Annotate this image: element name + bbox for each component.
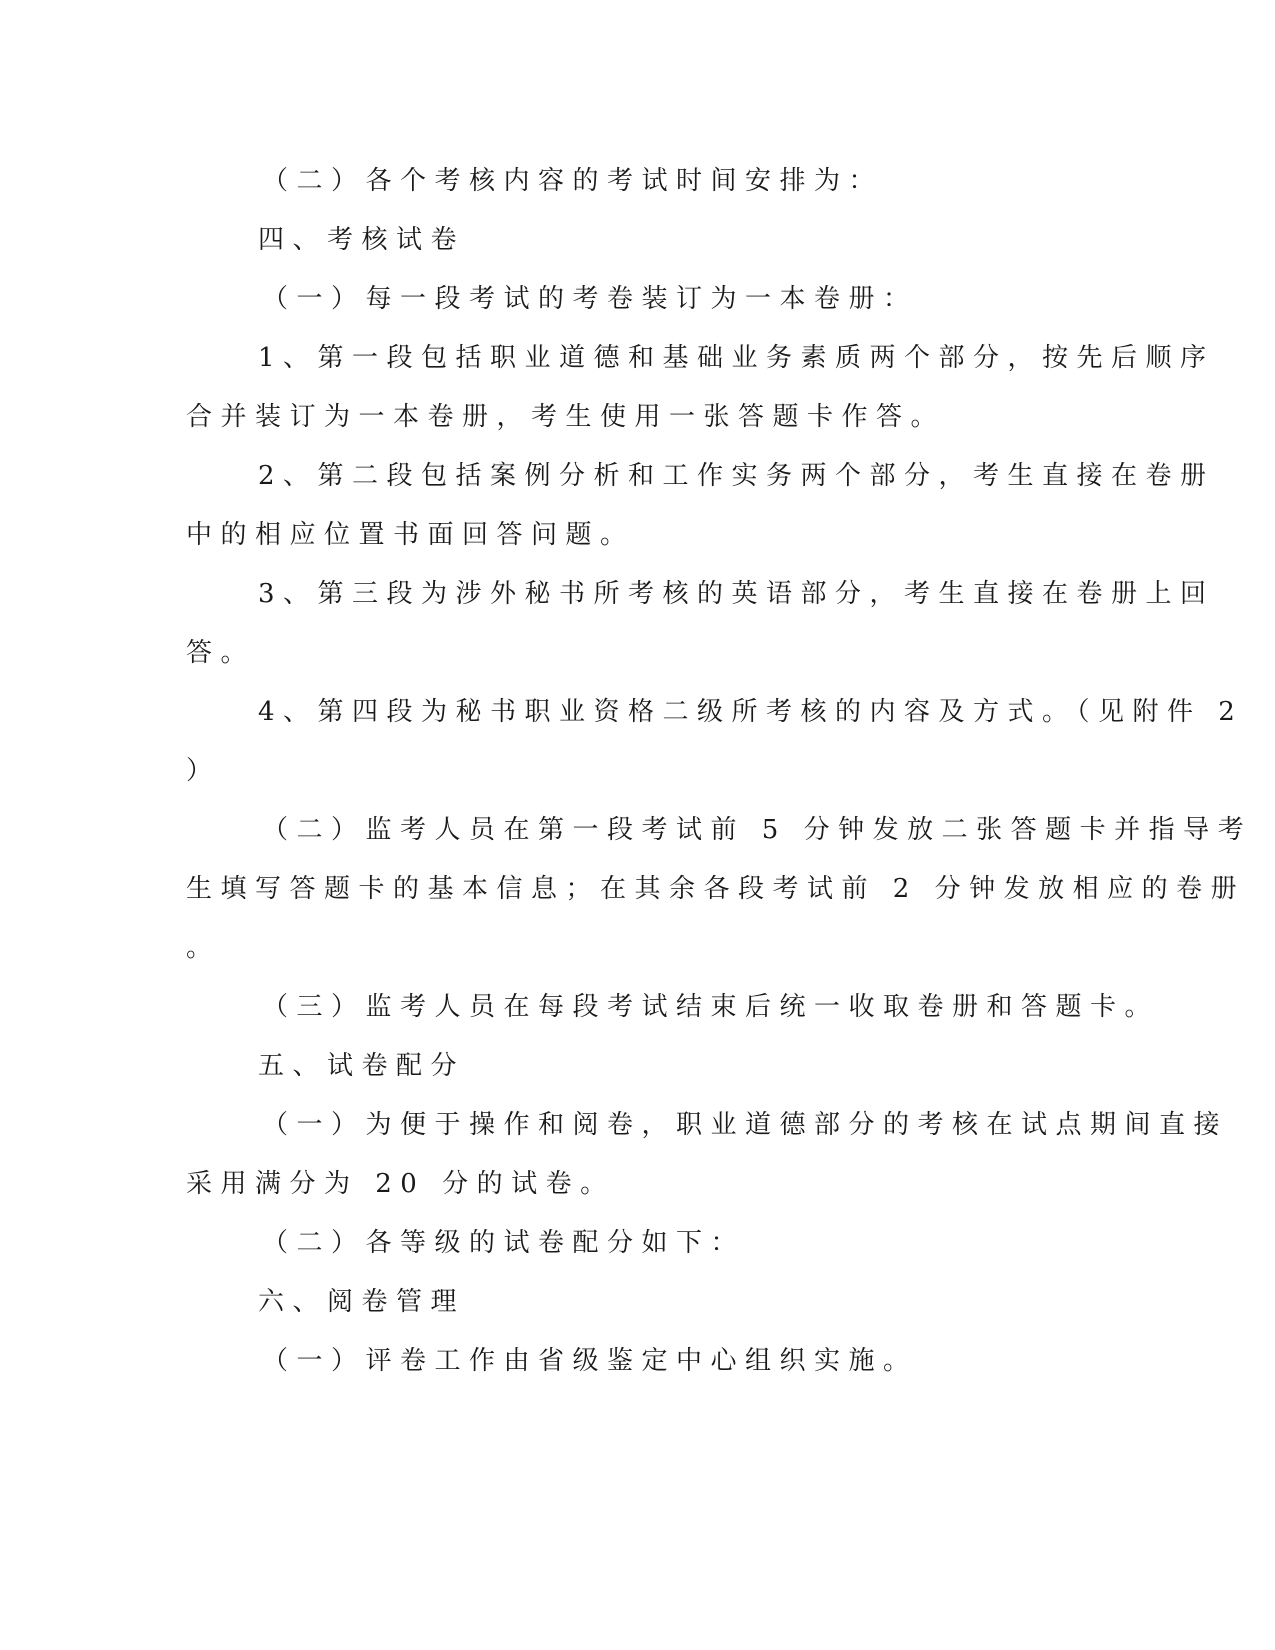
text-line: （一）评卷工作由省级鉴定中心组织实施。 [262, 1346, 918, 1376]
text-line: 4、第四段为秘书职业资格二级所考核的内容及方式。（见附件 2 [258, 697, 1244, 727]
text-line: （二）各等级的试卷配分如下： [262, 1228, 746, 1258]
text-line: （三）监考人员在每段考试结束后统一收取卷册和答题卡。 [262, 992, 1160, 1022]
text-line: 3、第三段为涉外秘书所考核的英语部分，考生直接在卷册上回 [258, 579, 1215, 609]
section-heading: 五、试卷配分 [258, 1051, 466, 1081]
text-line: 生填写答题卡的基本信息；在其余各段考试前 2 分钟发放相应的卷册 [186, 874, 1246, 904]
text-line: （二）各个考核内容的考试时间安排为： [262, 166, 884, 196]
text-line: 答。 [186, 638, 256, 668]
section-heading: 四、考核试卷 [258, 225, 466, 255]
text-line: （二）监考人员在第一段考试前 5 分钟发放二张答题卡并指导考 [262, 815, 1253, 845]
text-line: 。 [186, 933, 221, 963]
section-heading: 六、阅卷管理 [258, 1287, 466, 1317]
text-line: （一）每一段考试的考卷装订为一本卷册： [262, 284, 918, 314]
text-line: 2、第二段包括案例分析和工作实务两个部分，考生直接在卷册 [258, 461, 1215, 491]
text-line: 中的相应位置书面回答问题。 [186, 520, 635, 550]
text-line: 合并装订为一本卷册，考生使用一张答题卡作答。 [186, 402, 946, 432]
text-line: 1、第一段包括职业道德和基础业务素质两个部分，按先后顺序 [258, 343, 1215, 373]
text-line: 采用满分为 20 分的试卷。 [186, 1169, 615, 1199]
text-line: ） [186, 756, 221, 786]
text-line: （一）为便于操作和阅卷，职业道德部分的考核在试点期间直接 [262, 1110, 1229, 1140]
